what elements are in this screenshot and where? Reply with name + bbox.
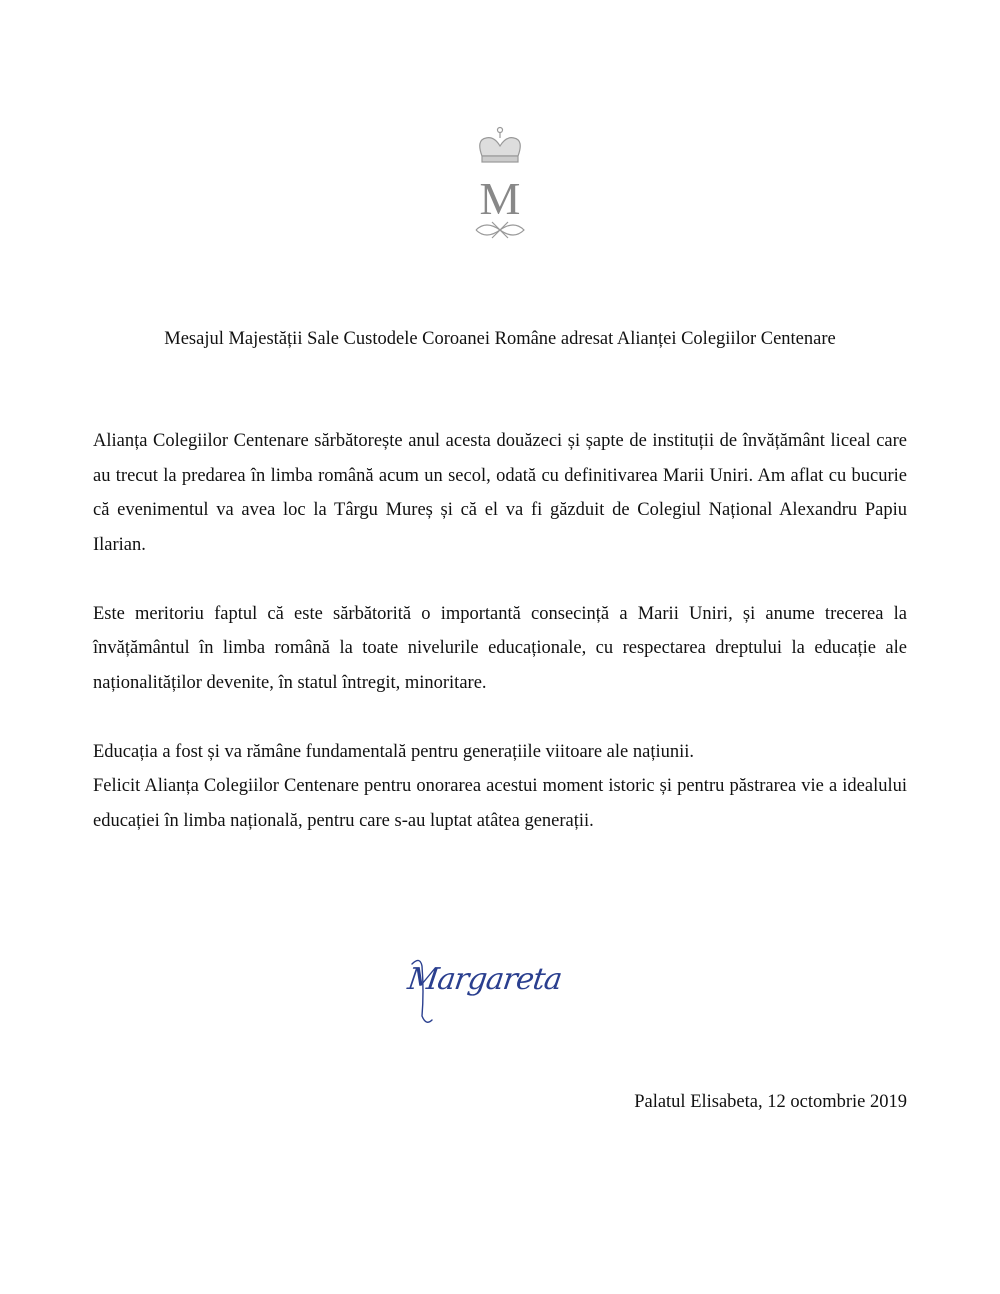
handwritten-signature: Margareta [405,962,564,997]
svg-text:M: M [479,173,521,224]
place-and-date: Palatul Elisabeta, 12 octombrie 2019 [634,1092,907,1112]
letter-body [93,424,907,873]
royal-monogram-logo [462,126,538,242]
paragraph: Este meritoriu faptul că este sărbătorită o importantă consecință a Marii Uniri, și anume trecerea la învățământul în limba română la toate nivelurile educaționale, cu respectarea dreptului la educație ale naționalităților devenite, în statul întregit, minoritare. [93,603,907,693]
paragraph: Educația a fost și va rămâne fundamentală pentru generațiile viitoare ale națiunii. [93,741,694,762]
paragraph: Felicit Alianța Colegiilor Centenare pentru onorarea acestui moment istoric și pentru păstrarea vie a idealului educației în limba națională, pentru care s-au luptat atâtea generații. [93,776,907,831]
letter-title: Mesajul Majestății Sale Custodele Coroanei Române adresat Alianței Colegiilor Centenare [164,329,836,349]
paragraph: Alianța Colegiilor Centenare sărbătorește anul acesta douăzeci și șapte de instituții de învățământ liceal care au trecut la predarea în limba română acum un secol, odată cu definitivarea Marii Uniri. Am aflat cu bucurie că evenimentul va avea loc la Târgu Mureș și că el va fi găzduit de Colegiul Național Alexandru Papiu Ilarian. [93,431,907,555]
